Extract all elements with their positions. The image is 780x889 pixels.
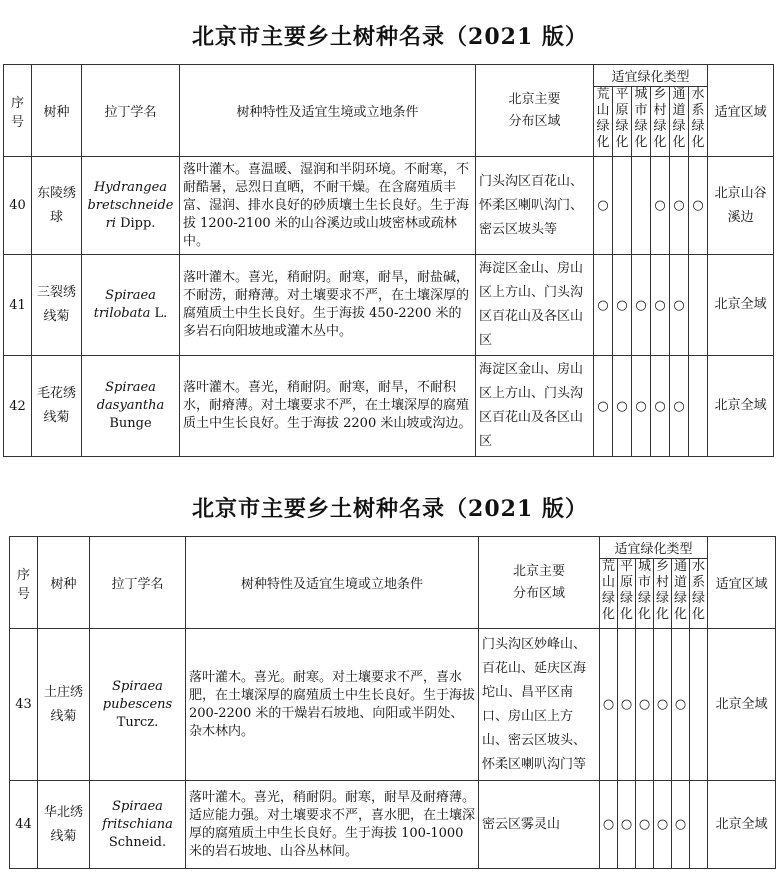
traits-text: 落叶灌木。喜光，稍耐阴。耐寒，耐旱，耐盐碱，不耐涝，耐瘠薄。对土壤要求不严，在土壤深厚的腐殖质土中生长良好。生于海拔 450-2200 米的多岩石向阳坡地或灌木丛中。 [180, 255, 476, 356]
greening-type-header: 水 系 绿 化 [689, 87, 708, 157]
col-traits-header: 树种特性及适宜生境或立地条件 [180, 65, 476, 157]
suitability-mark: ○ [654, 629, 672, 781]
col-greening-type-header: 适宜绿化类型 [594, 65, 708, 87]
distribution-text: 海淀区金山、房山区上方山、门头沟区百花山及各区山区 [476, 356, 594, 457]
suitability-mark: ○ [594, 255, 613, 356]
suitability-mark: ○ [632, 356, 651, 457]
suitability-mark [613, 157, 632, 255]
row-number: 42 [4, 356, 32, 457]
page-title-2: 北京市主要乡土树种名录（2021 版） [192, 496, 588, 522]
col-distribution-header: 北京主要 分布区域 [479, 537, 600, 629]
species-name: 毛花绣 线菊 [32, 356, 82, 457]
species-name: 华北绣 线菊 [38, 781, 90, 869]
row-number: 44 [10, 781, 38, 869]
col-greening-type-header: 适宜绿化类型 [600, 537, 708, 559]
suitability-mark: ○ [618, 781, 636, 869]
suitability-mark: ○ [600, 781, 618, 869]
greening-type-header: 荒 山 绿 化 [600, 559, 618, 629]
greening-type-header: 乡 村 绿 化 [654, 559, 672, 629]
suitability-mark [690, 781, 708, 869]
suitability-mark: ○ [618, 629, 636, 781]
greening-type-header: 通 道 绿 化 [672, 559, 690, 629]
species-name: 三裂绣 线菊 [32, 255, 82, 356]
suitability-mark: ○ [594, 356, 613, 457]
suitability-mark: ○ [613, 356, 632, 457]
suitable-region: 北京全域 [708, 356, 774, 457]
suitability-mark: ○ [613, 255, 632, 356]
suitability-mark: ○ [670, 255, 689, 356]
suitability-mark: ○ [594, 157, 613, 255]
row-number: 41 [4, 255, 32, 356]
species-table-1 [3, 64, 774, 457]
greening-type-header: 城 市 绿 化 [636, 559, 654, 629]
suitability-mark: ○ [600, 629, 618, 781]
latin-name: Spiraea dasyantha Bunge [82, 356, 180, 457]
suitability-mark: ○ [670, 157, 689, 255]
suitability-mark: ○ [636, 781, 654, 869]
traits-text: 落叶灌木。喜光，稍耐阴。耐寒，耐旱及耐瘠薄。适应能力强。对土壤要求不严，喜水肥，在土壤深厚的腐殖质土中生长良好。生于海拔 100-1000 米的岩石坡地、山谷丛林间。 [186, 781, 479, 869]
greening-type-header: 城 市 绿 化 [632, 87, 651, 157]
suitability-mark: ○ [672, 781, 690, 869]
col-seq-header: 序 号 [10, 537, 38, 629]
suitability-mark: ○ [651, 255, 670, 356]
table-row [4, 157, 774, 255]
suitability-mark: ○ [651, 157, 670, 255]
species-name: 土庄绣 线菊 [38, 629, 90, 781]
col-region-header: 适宜区域 [708, 65, 774, 157]
col-species-header: 树种 [32, 65, 82, 157]
suitability-mark: ○ [670, 356, 689, 457]
row-number: 40 [4, 157, 32, 255]
suitability-mark: ○ [689, 157, 708, 255]
suitability-mark [690, 629, 708, 781]
table-row [4, 255, 774, 356]
suitability-mark [689, 255, 708, 356]
species-table-2 [9, 536, 776, 869]
latin-name: Spiraea fritschiana Schneid. [90, 781, 186, 869]
traits-text: 落叶灌木。喜光。耐寒。对土壤要求不严，喜水肥，在土壤深厚的腐殖质土中生长良好。生于海拔 200-2200 米的干燥岩石坡地、向阳或半阴处、杂木林内。 [186, 629, 479, 781]
suitable-region: 北京全域 [708, 255, 774, 356]
distribution-text: 门头沟区妙峰山、百花山、延庆区海坨山、昌平区南口、房山区上方山、密云区坡头、怀柔区喇叭沟门等 [479, 629, 600, 781]
row-number: 43 [10, 629, 38, 781]
col-seq-header: 序 号 [4, 65, 32, 157]
suitability-mark: ○ [632, 255, 651, 356]
col-region-header: 适宜区域 [708, 537, 776, 629]
table-row [10, 781, 776, 869]
greening-type-header: 平 原 绿 化 [618, 559, 636, 629]
traits-text: 落叶灌木。喜光，稍耐阴。耐寒，耐旱，不耐积水，耐瘠薄。对土壤要求不严，在土壤深厚的腐殖质土中生长良好。生于海拔 2200 米山坡或沟边。 [180, 356, 476, 457]
suitability-mark [689, 356, 708, 457]
latin-name: Hydrangea bretschneide ri Dipp. [82, 157, 180, 255]
greening-type-header: 水 系 绿 化 [690, 559, 708, 629]
greening-type-header: 平 原 绿 化 [613, 87, 632, 157]
suitability-mark: ○ [672, 629, 690, 781]
col-traits-header: 树种特性及适宜生境或立地条件 [186, 537, 479, 629]
distribution-text: 密云区雾灵山 [479, 781, 600, 869]
table-row [4, 356, 774, 457]
col-distribution-header: 北京主要 分布区域 [476, 65, 594, 157]
latin-name: Spiraea trilobata L. [82, 255, 180, 356]
suitable-region: 北京山谷 溪边 [708, 157, 774, 255]
species-name: 东陵绣 球 [32, 157, 82, 255]
suitability-mark: ○ [651, 356, 670, 457]
greening-type-header: 通 道 绿 化 [670, 87, 689, 157]
suitability-mark [632, 157, 651, 255]
table-row [10, 629, 776, 781]
suitability-mark: ○ [654, 781, 672, 869]
suitability-mark: ○ [636, 629, 654, 781]
suitable-region: 北京全域 [708, 629, 776, 781]
traits-text: 落叶灌木。喜温暖、湿润和半阴环境。不耐寒，不耐酷暑，忌烈日直晒，不耐干燥。在含腐殖质丰富、湿润、排水良好的砂质壤土生长良好。生于海拔 1200-2100 米的山谷溪边或山坡密林或疏林中。 [180, 157, 476, 255]
greening-type-header: 乡 村 绿 化 [651, 87, 670, 157]
col-latin-header: 拉丁学名 [90, 537, 186, 629]
latin-name: Spiraea pubescens Turcz. [90, 629, 186, 781]
col-latin-header: 拉丁学名 [82, 65, 180, 157]
page-title: 北京市主要乡土树种名录（2021 版） [192, 24, 588, 50]
suitable-region: 北京全域 [708, 781, 776, 869]
distribution-text: 门头沟区百花山、怀柔区喇叭沟门、密云区坡头等 [476, 157, 594, 255]
col-species-header: 树种 [38, 537, 90, 629]
greening-type-header: 荒 山 绿 化 [594, 87, 613, 157]
distribution-text: 海淀区金山、房山区上方山、门头沟区百花山及各区山区 [476, 255, 594, 356]
